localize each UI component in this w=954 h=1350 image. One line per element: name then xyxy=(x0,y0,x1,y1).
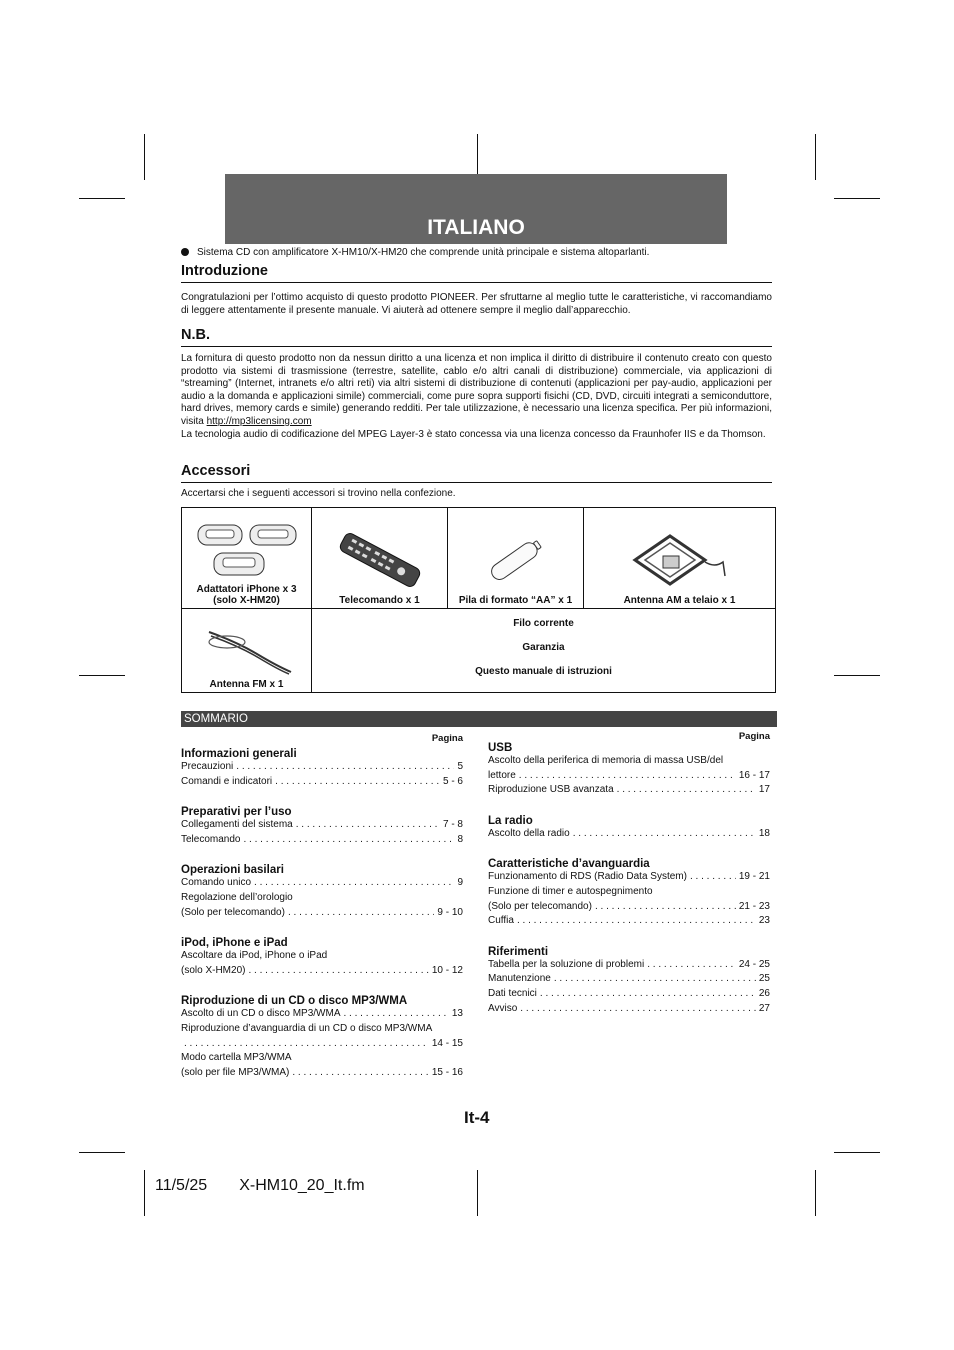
toc-leader-dots xyxy=(519,769,736,784)
toc-entry-page: 15 - 16 xyxy=(431,1066,463,1078)
toc-section-title: La radio xyxy=(488,814,533,827)
toc-entry-page: 10 - 12 xyxy=(431,964,463,976)
toc-entry-title: Ascolto della radio xyxy=(488,827,570,839)
accessory-cell: Adattatori iPhone x 3 (solo X-HM20) xyxy=(182,508,312,609)
toc-entry[interactable] xyxy=(181,818,463,833)
toc-leader-dots xyxy=(248,964,428,979)
crop-mark xyxy=(79,198,125,199)
crop-mark xyxy=(477,1170,478,1216)
nb-text: La fornitura di questo prodotto non da nessun diritto a una licenza et non implica il diritto di distribuire il contenuto creato con questo prodotto via sistemi di trasmissione (terrestre, satellite, cablo e/o altri canali di distribuzione) commerciale, via applicazioni di “streaming” (Internet, intranets e/o altri reti) via altri sistemi di distribuzione di contenuti (applicazioni per pay-audio, applicazioni per audio a la domanda e applicazioni simile) commerciali, come pure sopra supporti fisichi (CD, DVD, circuiti integrati a semiconduttore, hard drives, memory cards e simile) generando redditi. Per tale utilizzazione, è necessario una licenza specifica. Per più informazioni, visita http://mp3licensing.com La tecnologia audio di codificazione del MPEG Layer-3 è stato concessa via una licenza concesso da Fraunhofer IIS e da Thomson. xyxy=(181,353,772,440)
toc-leader-dots xyxy=(540,987,756,1002)
toc-entry-page: 27 xyxy=(758,1002,770,1014)
toc-entry-title: lettore xyxy=(488,769,516,781)
introduzione-heading: Introduzione xyxy=(181,263,772,283)
accessories-table xyxy=(181,507,776,693)
toc-entry[interactable] xyxy=(488,987,770,1002)
toc-entry-title: (Solo per telecomando) xyxy=(181,906,285,918)
crop-mark xyxy=(79,675,125,676)
toc-section-title: USB xyxy=(488,742,513,754)
toc-entry-title: Funzionamento di RDS (Radio Data System) xyxy=(488,871,687,883)
battery-icon xyxy=(450,525,581,595)
list-item: Questo manuale di istruzioni xyxy=(475,666,612,677)
toc-entry-page: 9 xyxy=(457,877,463,889)
crop-mark xyxy=(144,134,145,180)
toc-entry-page: 24 - 25 xyxy=(738,958,770,970)
accessory-cell: Antenna AM a telaio x 1 xyxy=(584,508,776,609)
iphone-adapter-icon xyxy=(184,514,309,584)
introduzione-text: Congratulazioni per l’ottimo acquisto di questo prodotto PIONEER. Per sfruttarne al meglio tutte le caratteristiche, vi raccomandiamo di leggere attentamente il presente manuale. Vi aiuterà ad ottenere sempre il meglio dall’apparecchio. xyxy=(181,292,772,316)
crop-mark xyxy=(834,198,880,199)
nb-heading: N.B. xyxy=(181,327,772,347)
toc-leader-dots xyxy=(520,1002,756,1017)
toc-entry-title: Avviso xyxy=(488,1002,518,1014)
toc-leader-dots xyxy=(184,1037,429,1052)
toc-entry-page: 14 - 15 xyxy=(431,1037,463,1049)
toc-section-title: Caratteristiche d’avanguardia xyxy=(488,858,650,871)
sommario-bar: SOMMARIO xyxy=(181,711,777,727)
toc-entry[interactable] xyxy=(181,760,463,775)
toc-entry-title: Cuffia xyxy=(488,915,514,927)
toc-entry-title: Ascolto di un CD o disco MP3/WMA xyxy=(181,1008,341,1020)
toc-entry-page: 17 xyxy=(758,784,770,796)
toc-entry-text: Riproduzione d’avanguardia di un CD o disco MP3/WMA xyxy=(181,1022,433,1034)
accessory-cell: Pila di formato “AA” x 1 xyxy=(448,508,584,609)
crop-mark xyxy=(834,1152,880,1153)
toc-entry-title: (solo X-HM20) xyxy=(181,964,246,976)
toc-entry[interactable] xyxy=(488,972,770,987)
toc-leader-dots xyxy=(243,833,454,848)
toc-leader-dots xyxy=(554,972,756,987)
toc-entry-page: 26 xyxy=(758,987,770,999)
toc-entry-title: Manutenzione xyxy=(488,973,551,985)
toc-entry-text: Modo cartella MP3/WMA xyxy=(181,1052,292,1064)
toc-entry[interactable] xyxy=(488,914,770,929)
toc-entry-page: 21 - 23 xyxy=(738,900,770,912)
toc-entry-page: 9 - 10 xyxy=(437,906,463,918)
toc-leader-dots xyxy=(617,783,756,798)
toc-entry-title: Riproduzione USB avanzata xyxy=(488,784,614,796)
toc-left-column xyxy=(181,733,463,1080)
crop-mark xyxy=(79,1152,125,1153)
toc-entry-page: 25 xyxy=(758,973,770,985)
toc-entry-title: Telecomando xyxy=(181,833,241,845)
list-item: Filo corrente xyxy=(513,618,574,629)
accessory-cell: Antenna FM x 1 xyxy=(182,609,312,693)
toc-entry-page: 8 xyxy=(457,833,463,845)
am-loop-antenna-icon xyxy=(586,525,773,595)
toc-leader-dots xyxy=(292,1066,429,1081)
pagina-label: Pagina xyxy=(431,733,463,744)
toc-section-title: iPod, iPhone e iPad xyxy=(181,937,288,950)
accessori-intro: Accertarsi che i seguenti accessori si trovino nella confezione. xyxy=(181,488,456,499)
accessori-heading: Accessori xyxy=(181,463,772,483)
toc-leader-dots xyxy=(344,1007,449,1022)
mp3licensing-link[interactable]: http://mp3licensing.com xyxy=(206,415,312,427)
toc-entry[interactable] xyxy=(488,870,770,885)
toc-section-title: Riproduzione di un CD o disco MP3/WMA xyxy=(181,995,408,1008)
other-accessories-list xyxy=(312,609,776,693)
product-bullet: Sistema CD con amplificatore X-HM10/X-HM20 che comprende unità principale e sistema altoparlanti. xyxy=(181,247,649,258)
toc-entry-page: 13 xyxy=(451,1008,463,1020)
fm-antenna-icon xyxy=(184,621,309,679)
toc-section-title: Operazioni basilari xyxy=(181,864,284,877)
toc-entry[interactable] xyxy=(181,775,463,790)
toc-entry-text: Ascolto della periferica di memoria di massa USB/del xyxy=(488,755,724,766)
toc-entry[interactable] xyxy=(488,783,770,798)
toc-entry[interactable] xyxy=(488,900,770,915)
toc-section-title: Riferimenti xyxy=(488,945,549,958)
toc-leader-dots xyxy=(236,760,454,775)
toc-entry-text: Funzione di timer e autospegnimento xyxy=(488,885,653,897)
toc-entry-title: Precauzioni xyxy=(181,761,234,772)
toc-section-title: Informazioni generali xyxy=(181,748,297,760)
toc-right-column xyxy=(488,731,770,1016)
list-item: Garanzia xyxy=(522,642,565,653)
language-banner xyxy=(225,174,727,244)
page-number: It-4 xyxy=(464,1108,490,1127)
toc-entry-page: 16 - 17 xyxy=(738,769,770,781)
toc-leader-dots xyxy=(647,958,736,973)
toc-leader-dots xyxy=(288,906,434,921)
toc-entry[interactable] xyxy=(488,1002,770,1017)
toc-entry-page: 18 xyxy=(758,827,770,839)
toc-entry-title: Collegamenti del sistema xyxy=(181,819,293,831)
toc-entry[interactable] xyxy=(181,964,463,979)
toc-section-title: Preparativi per l’uso xyxy=(181,806,292,819)
banner-title: ITALIANO xyxy=(427,216,525,239)
toc-entry-text: Ascoltare da iPod, iPhone o iPad xyxy=(181,950,328,962)
footer-file-info: 11/5/25 X-HM10_20_It.fm xyxy=(155,1177,365,1194)
toc-entry[interactable] xyxy=(181,1037,463,1052)
bullet-icon xyxy=(181,248,189,256)
toc-entry[interactable] xyxy=(181,1007,463,1022)
toc-entry-page: 7 - 8 xyxy=(442,819,463,831)
toc-entry-text: Regolazione dell’orologio xyxy=(181,891,293,903)
toc-leader-dots xyxy=(275,775,440,790)
toc-entry[interactable] xyxy=(488,769,770,784)
crop-mark xyxy=(815,134,816,180)
toc-entry[interactable] xyxy=(181,876,463,891)
toc-entry-title: Tabella per la soluzione di problemi xyxy=(488,958,645,970)
toc-entry[interactable] xyxy=(181,833,463,848)
toc-entry-page: 23 xyxy=(758,915,770,927)
crop-mark xyxy=(144,1170,145,1216)
crop-mark xyxy=(815,1170,816,1216)
toc-entry-page: 5 - 6 xyxy=(442,775,463,787)
toc-entry[interactable] xyxy=(181,906,463,921)
accessory-cell: Telecomando x 1 xyxy=(312,508,448,609)
toc-leader-dots xyxy=(517,914,756,929)
toc-leader-dots xyxy=(690,870,736,885)
toc-entry[interactable] xyxy=(488,827,770,842)
toc-entry-title: (solo per file MP3/WMA) xyxy=(181,1066,290,1078)
toc-entry-title: Comando unico xyxy=(181,877,252,889)
toc-entry-title: Dati tecnici xyxy=(488,987,537,999)
crop-mark xyxy=(477,134,478,174)
toc-leader-dots xyxy=(254,876,454,891)
toc-entry-title: Comandi e indicatori xyxy=(181,775,273,787)
toc-entry-page: 5 xyxy=(457,761,463,772)
toc-entry-title: (Solo per telecomando) xyxy=(488,900,592,912)
pagina-label: Pagina xyxy=(738,731,770,742)
crop-mark xyxy=(834,675,880,676)
remote-control-icon xyxy=(314,525,445,595)
toc-entry-page: 19 - 21 xyxy=(738,871,770,883)
toc-leader-dots xyxy=(595,900,736,915)
toc-leader-dots xyxy=(296,818,440,833)
toc-leader-dots xyxy=(573,827,756,842)
toc-entry[interactable] xyxy=(181,1066,463,1081)
toc-entry[interactable] xyxy=(488,958,770,973)
